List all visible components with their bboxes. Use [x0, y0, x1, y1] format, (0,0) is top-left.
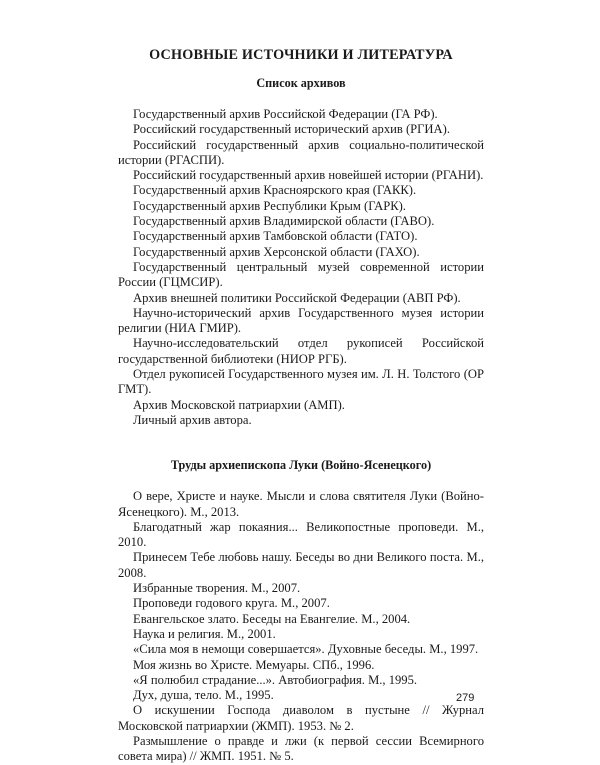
archive-entry: Российский государственный архив новейшей истории (РГАНИ). [133, 168, 484, 183]
work-entry: «Сила моя в немощи совершается». Духовные беседы. М., 1997. [133, 642, 479, 657]
work-entry: Евангельское злато. Беседы на Евангелие. М., 2004. [133, 611, 411, 626]
work-entry: «Я полюбил страдание...». Автобиография. М., 1995. [133, 672, 418, 687]
work-entry: Дух, душа, тело. М., 1995. [133, 688, 274, 703]
page-content [118, 47, 484, 765]
work-entry: Избранные творения. М., 2007. [133, 581, 301, 596]
work-entry: Проповеди годового круга. М., 2007. [133, 596, 330, 611]
work-entry: О вере, Христе и науке. Мысли и слова святителя Луки (Войно-Ясенецкого). М., 2013. [118, 489, 484, 519]
archive-entry: Государственный архив Тамбовской области (ГАТО). [133, 229, 418, 244]
page-title: ОСНОВНЫЕ ИСТОЧНИКИ И ЛИТЕРАТУРА [149, 47, 453, 63]
archive-entry: Государственный центральный музей современной истории России (ГЦМСИР). [118, 259, 484, 290]
work-entry: Принесем Тебе любовь нашу. Беседы во дни Великого поста. М., 2008. [118, 550, 484, 580]
archive-entry: Российский государственный архив социально-политической истории (РГАСПИ). [118, 137, 484, 167]
archive-entry: Научно-исторический архив Государственного музея истории религии (НИА ГМИР). [118, 305, 484, 336]
archive-entry: Государственный архив Красноярского края (ГАКК). [133, 183, 417, 198]
work-entry: Размышление о правде и лжи (к первой сессии Всемирного совета мира) // ЖМП. 1951. № 5. [118, 733, 484, 764]
archive-entry: Научно-исследовательский отдел рукописей Российской государственной библиотеки (НИОР РГБ). [118, 336, 484, 366]
work-entry: О искушении Господа диаволом в пустыне // Журнал Московской патриархии (ЖМП). 1953. № 2. [118, 703, 484, 733]
archive-entry: Государственный архив Республики Крым (ГАРК). [133, 198, 406, 213]
work-entry: Благодатный жар покаяния... Великопостные проповеди. М., 2010. [118, 519, 484, 550]
section-heading-archives: Список архивов [256, 76, 346, 90]
works-list [118, 489, 484, 764]
page-number: 279 [456, 692, 475, 704]
archive-entry: Российский государственный исторический архив (РГИА). [133, 122, 450, 137]
archive-entry: Отдел рукописей Государственного музея им. Л. Н. Толстого (ОР ГМТ). [118, 367, 484, 397]
archive-entry: Государственный архив Херсонской области (ГАХО). [133, 244, 420, 259]
archive-entry: Государственный архив Российской Федерации (ГА РФ). [133, 107, 438, 121]
section-heading-works: Труды архиепископа Луки (Войно-Ясенецкого) [170, 458, 432, 473]
archive-entry: Государственный архив Владимирской области (ГАВО). [133, 214, 435, 229]
archives-list [118, 107, 484, 428]
archive-entry: Архив Московской патриархии (АМП). [133, 397, 345, 412]
archive-entry: Архив внешней политики Российской Федерации (АВП РФ). [133, 290, 461, 305]
archive-entry: Личный архив автора. [133, 412, 252, 427]
work-entry: Моя жизнь во Христе. Мемуары. СПб., 1996. [133, 657, 375, 672]
work-entry: Наука и религия. М., 2001. [133, 626, 276, 641]
